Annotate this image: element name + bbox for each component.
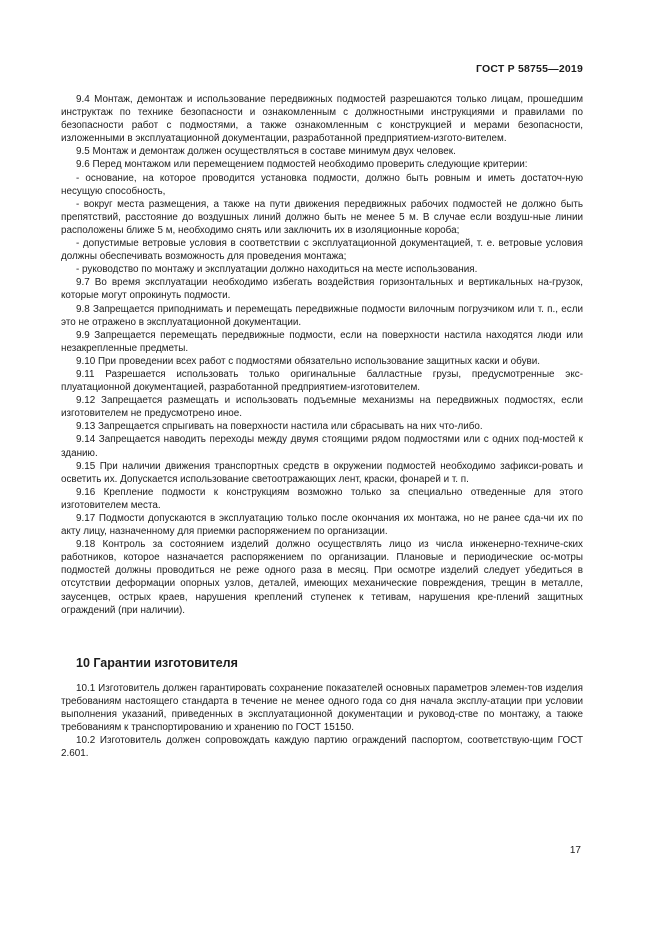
paragraph-9-10: 9.10 При проведении всех работ с подмостями обязательно использование защитных каски и обуви.	[76, 355, 541, 367]
paragraph-9-9: 9.9 Запрещается перемещать передвижные подмости, если на поверхности настила находятся люди или незакрепленные предметы.	[61, 329, 583, 354]
paragraph-9-16: 9.16 Крепление подмости к конструкциям возможно только за специально отведенные для этого изготовителем места.	[61, 486, 583, 511]
list-item-foundation: - основание, на которое проводится установка подмости, должно быть ровным и иметь достаточ-ную несущую способность,	[61, 172, 583, 197]
section-9-body	[61, 93, 583, 617]
paragraph-9-14: 9.14 Запрещается наводить переходы между двумя стоящими рядом подмостями или с одних под-мостей к зданию.	[61, 434, 583, 459]
section-10-title: 10 Гарантии изготовителя	[76, 656, 238, 670]
paragraph-9-6: 9.6 Перед монтажом или перемещением подмостей необходимо проверить следующие критерии:	[76, 159, 528, 171]
paragraph-9-15: 9.15 При наличии движения транспортных средств в окружении подмостей необходимо зафикси-ровать и осветить их. Допускается использование светоотражающих лент, краски, фонарей и т. п.	[61, 460, 583, 485]
paragraph-9-12: 9.12 Запрещается размещать и использовать подъемные механизмы на передвижных подмостях, если изготовителем не предусмотрено иное.	[61, 395, 583, 420]
page-number: 17	[569, 845, 581, 856]
paragraph-10-2: 10.2 Изготовитель должен сопровождать каждую партию ограждений паспортом, соответствую-щим ГОСТ 2.601.	[61, 735, 583, 760]
paragraph-9-5: 9.5 Монтаж и демонтаж должен осуществляться в составе минимум двух человек.	[76, 146, 456, 158]
paragraph-9-4: 9.4 Монтаж, демонтаж и использование передвижных подмостей разрешаются только лицам, прошедшим инструктаж по технике безопасности и ознакомленным с должностными инструкциями и правилами по безопасности работ с подмостями, а также ознакомленным с конструкцией и мерами безопасности, изложенными в эксплуатационной документации, разработанной предприятием-изгото-вителем.	[61, 94, 583, 145]
paragraph-9-17: 9.17 Подмости допускаются в эксплуатацию только после окончания их монтажа, но не ранее сда-чи их по акту лицу, назначенному для приемки распоряжением по организации.	[61, 513, 583, 538]
list-item-wind: - допустимые ветровые условия в соответствии с эксплуатационной документацией, т. е. ветровые условия должны обеспечивать возможность для проведения монтажа;	[61, 238, 583, 263]
paragraph-9-18: 9.18 Контроль за состоянием изделий должно осуществлять лицо из числа инженерно-техниче-ских работников, которое назначается распоряжением по организации. Плановые и периодические ос-мотры подмостей должны проводиться не реже одного раза в месяц. При осмотре изделий следует убедиться в отсутствии деформации опорных узлов, деталей, имеющих механические повреждения, трещин в металле, заусенцев, острых краев, нарушения креплений ступенек к тетивам, нарушения кре-плений защитных ограждений (при наличии).	[61, 539, 583, 616]
standard-designation: ГОСТ Р 58755—2019	[475, 63, 583, 75]
paragraph-9-7: 9.7 Во время эксплуатации необходимо избегать воздействия горизонтальных и вертикальных на-грузок, которые могут опрокинуть подмости.	[61, 277, 583, 302]
list-item-manual: - руководство по монтажу и эксплуатации должно находиться на месте использования.	[76, 264, 478, 276]
paragraph-9-11: 9.11 Разрешается использовать только оригинальные балластные грузы, предусмотренные экс-плуатационной документацией, разработанной предприятием-изготовителем.	[61, 368, 583, 394]
list-item-obstacles: - вокруг места размещения, а также на пути движения передвижных рабочих подмостей не должно быть препятствий, расстояние до воздушных линий должно быть не менее 5 м. В случае если воздуш-ные линии расположены ближе 5 м, необходимо снять или заключить их в изоляционные короба;	[61, 198, 583, 236]
section-10-body	[61, 682, 583, 761]
paragraph-9-8: 9.8 Запрещается приподнимать и перемещать передвижные подмости вилочным погрузчиком или т. п., если это не отражено в эксплуатационной документации.	[61, 303, 583, 328]
paragraph-9-13: 9.13 Запрещается спрыгивать на поверхности настила или сбрасывать на них что-либо.	[76, 421, 483, 433]
paragraph-10-1: 10.1 Изготовитель должен гарантировать сохранение показателей основных параметров элемен-тов изделия требованиям настоящего стандарта в течение не менее одного года со дня начала эксплу-атации при условии выполнения указаний, приведенных в эксплуатационной документации и руковод-стве по монтажу, а также требованиям к транспортированию и хранению по ГОСТ 15150.	[61, 683, 583, 734]
